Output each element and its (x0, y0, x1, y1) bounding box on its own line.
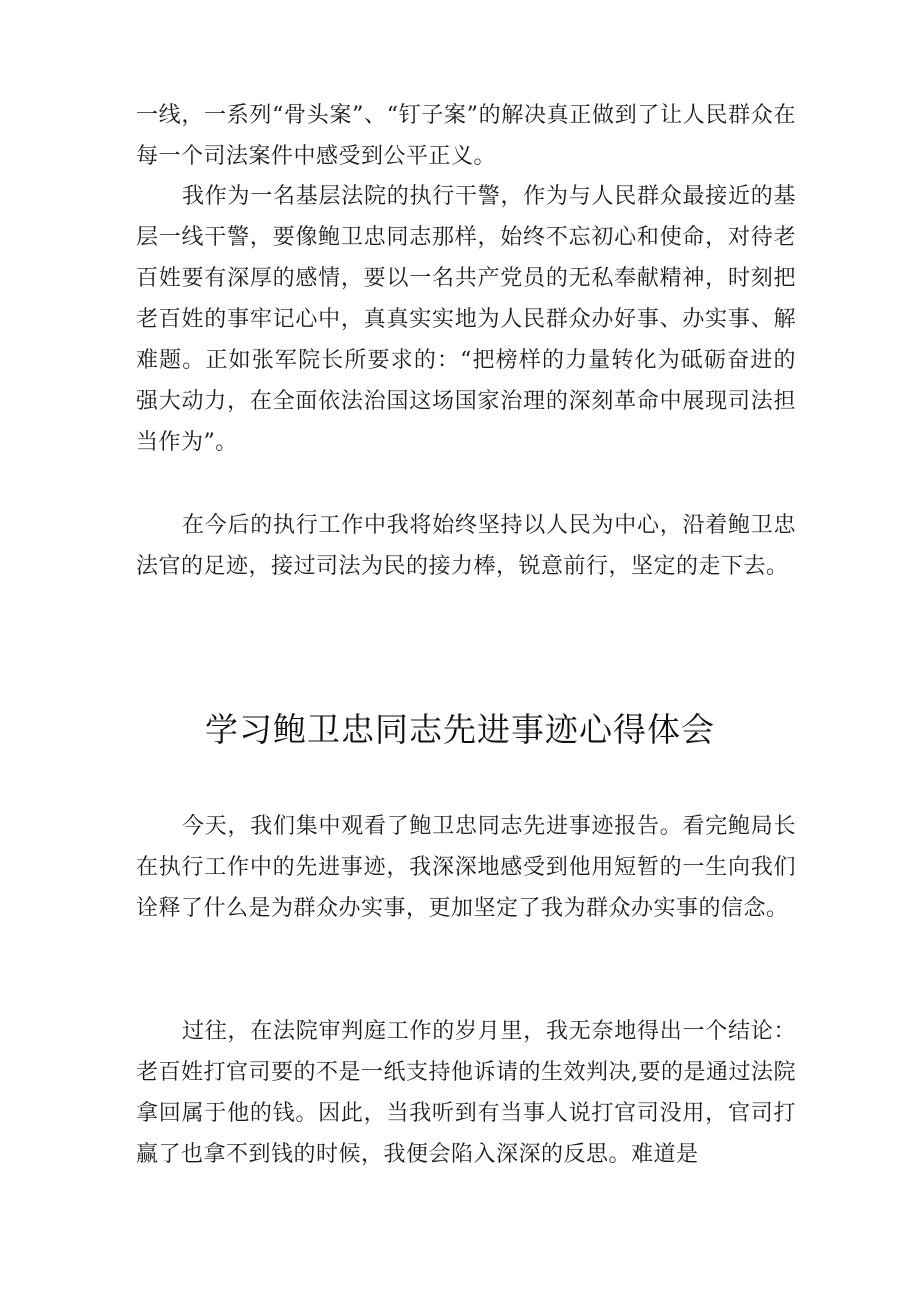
paragraph-continuation: 一线，一系列“骨头案”、“钉子案”的解决真正做到了让人民群众在每一个司法案件中感受到公平正义。 (136, 103, 796, 169)
section-heading: 学习鲍卫忠同志先进事迹心得体会 (205, 710, 715, 749)
paragraph-past: 过往，在法院审判庭工作的岁月里，我无奈地得出一个结论：老百姓打官司要的不是一纸支持他诉请的生效判决,要的是通过法院拿回属于他的钱。因此，当我听到有当事人说打官司没用，官司打赢了也拿不到钱的时候，我便会陷入深深的反思。难道是 (136, 1019, 796, 1167)
paragraph-today: 今天，我们集中观看了鲍卫忠同志先进事迹报告。看完鲍局长在执行工作中的先进事迹，我深深地感受到他用短暂的一生向我们诠释了什么是为群众办实事，更加坚定了我为群众办实事的信念。 (136, 814, 796, 921)
paragraph-future-work: 在今后的执行工作中我将始终坚持以人民为中心，沿着鲍卫忠法官的足迹，接过司法为民的接力棒，锐意前行，坚定的走下去。 (136, 513, 796, 579)
paragraph-executive-officer: 我作为一名基层法院的执行干警，作为与人民群众最接近的基层一线干警，要像鲍卫忠同志那样，始终不忘初心和使命，对待老百姓要有深厚的感情，要以一名共产党员的无私奉献精神，时刻把老百姓的事牢记心中，真真实实地为人民群众办好事、办实事、解难题。正如张军院长所要求的：“把榜样的力量转化为砥砺奋进的强大动力，在全面依法治国这场国家治理的深刻革命中展现司法担当作为”。 (136, 184, 796, 455)
